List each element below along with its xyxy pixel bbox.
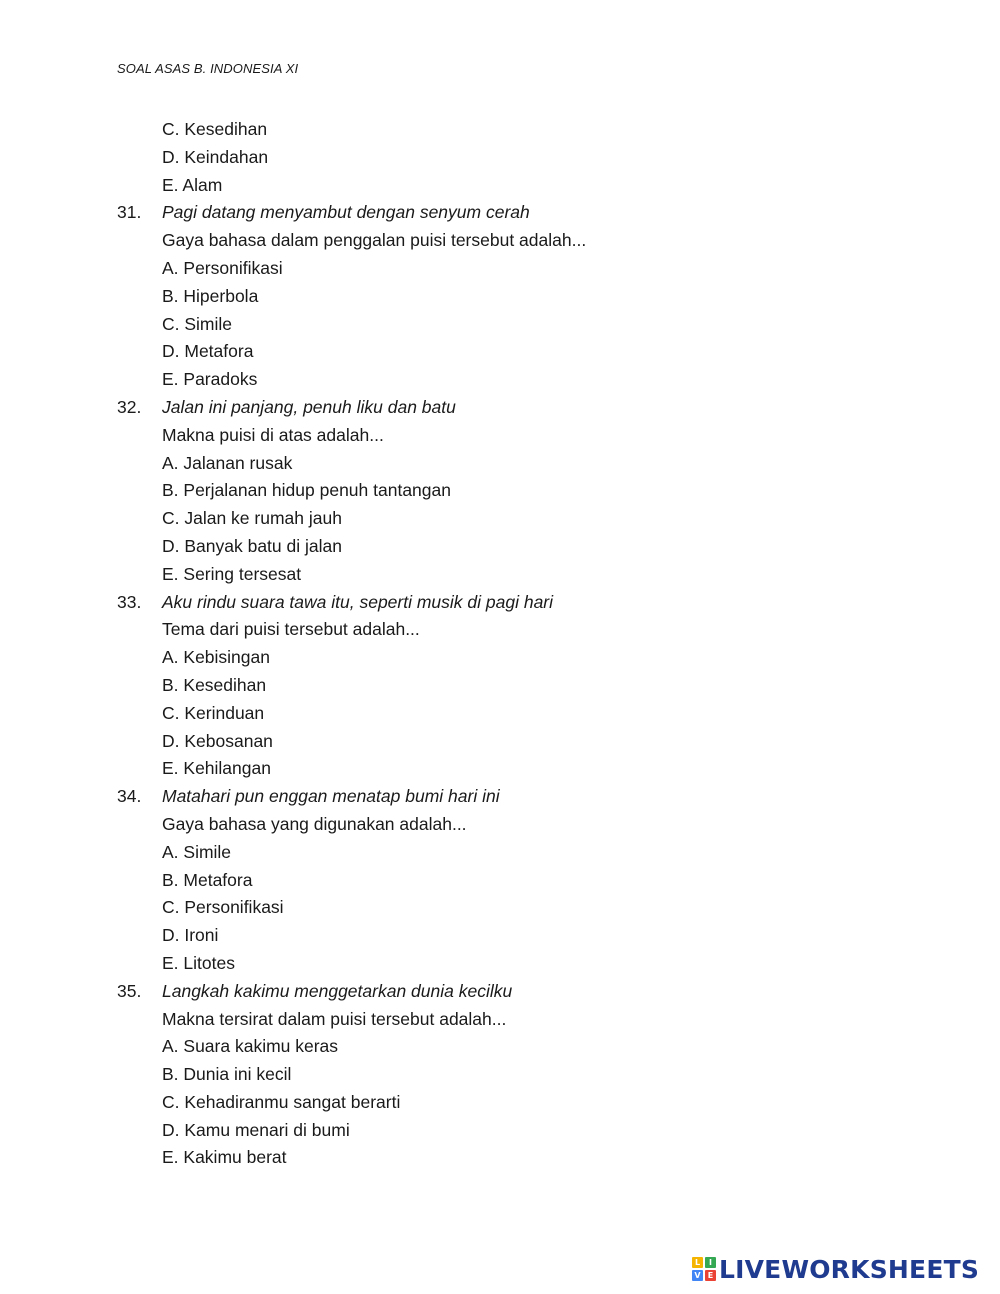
option-31-a[interactable]: A. Personifikasi: [162, 257, 283, 278]
logo-tile-icon: E: [705, 1270, 716, 1281]
question-prompt: Gaya bahasa yang digunakan adalah...: [162, 813, 467, 834]
option-32-b[interactable]: B. Perjalanan hidup penuh tantangan: [162, 480, 451, 501]
option-35-a[interactable]: A. Suara kakimu keras: [162, 1036, 339, 1057]
option-31-c[interactable]: C. Simile: [162, 313, 233, 334]
question-list: [117, 116, 897, 1172]
logo-tile-icon: I: [705, 1257, 716, 1268]
liveworksheets-logo: [692, 1255, 979, 1283]
option-34-b[interactable]: B. Metafora: [162, 869, 253, 890]
option-34-d[interactable]: D. Ironi: [162, 925, 219, 946]
logo-tile-icon: V: [692, 1270, 703, 1281]
option-prev-e[interactable]: E. Alam: [162, 174, 223, 195]
option-31-d[interactable]: D. Metafora: [162, 341, 254, 362]
option-32-c[interactable]: C. Jalan ke rumah jauh: [162, 508, 342, 529]
question-number: 31.: [117, 202, 142, 223]
question-34: [117, 783, 897, 811]
question-35: [117, 978, 897, 1006]
question-number: 33.: [117, 591, 142, 612]
question-stem: Matahari pun enggan menatap bumi hari ini: [162, 786, 500, 807]
option-34-c[interactable]: C. Personifikasi: [162, 897, 284, 918]
question-stem: Aku rindu suara tawa itu, seperti musik di pagi hari: [162, 591, 554, 612]
option-31-e[interactable]: E. Paradoks: [162, 369, 258, 390]
question-31: [117, 199, 897, 227]
option-35-c[interactable]: C. Kehadiranmu sangat berarti: [162, 1091, 401, 1112]
option-35-e[interactable]: E. Kakimu berat: [162, 1147, 287, 1168]
question-32: [117, 394, 897, 422]
option-33-c[interactable]: C. Kerinduan: [162, 702, 265, 723]
option-34-e[interactable]: E. Litotes: [162, 952, 235, 973]
question-stem: Langkah kakimu menggetarkan dunia kecilku: [162, 980, 513, 1001]
logo-tile-icon: L: [692, 1257, 703, 1268]
question-number: 32.: [117, 396, 142, 417]
option-33-a[interactable]: A. Kebisingan: [162, 647, 270, 668]
option-prev-d[interactable]: D. Keindahan: [162, 146, 269, 167]
question-stem: Pagi datang menyambut dengan senyum cerah: [162, 202, 530, 223]
option-32-d[interactable]: D. Banyak batu di jalan: [162, 535, 342, 556]
question-prompt: Makna tersirat dalam puisi tersebut adalah...: [162, 1008, 507, 1029]
option-31-b[interactable]: B. Hiperbola: [162, 285, 259, 306]
option-32-a[interactable]: A. Jalanan rusak: [162, 452, 293, 473]
question-prompt: Gaya bahasa dalam penggalan puisi tersebut adalah...: [162, 230, 587, 251]
document-header: SOAL ASAS B. INDONESIA XI: [117, 61, 299, 76]
option-32-e[interactable]: E. Sering tersesat: [162, 563, 302, 584]
option-35-b[interactable]: B. Dunia ini kecil: [162, 1064, 292, 1085]
question-number: 35.: [117, 980, 142, 1001]
question-prompt: Tema dari puisi tersebut adalah...: [162, 619, 420, 640]
question-number: 34.: [117, 786, 142, 807]
question-prompt: Makna puisi di atas adalah...: [162, 424, 384, 445]
question-33: [117, 589, 897, 617]
option-35-d[interactable]: D. Kamu menari di bumi: [162, 1119, 350, 1140]
brand-name: LIVEWORKSHEETS: [719, 1254, 980, 1284]
option-33-e[interactable]: E. Kehilangan: [162, 758, 271, 779]
liveworksheets-logo-icon: [692, 1257, 716, 1281]
question-stem: Jalan ini panjang, penuh liku dan batu: [162, 396, 456, 417]
option-34-a[interactable]: A. Simile: [162, 841, 232, 862]
option-33-d[interactable]: D. Kebosanan: [162, 730, 273, 751]
option-33-b[interactable]: B. Kesedihan: [162, 674, 267, 695]
option-prev-c[interactable]: C. Kesedihan: [162, 119, 268, 139]
